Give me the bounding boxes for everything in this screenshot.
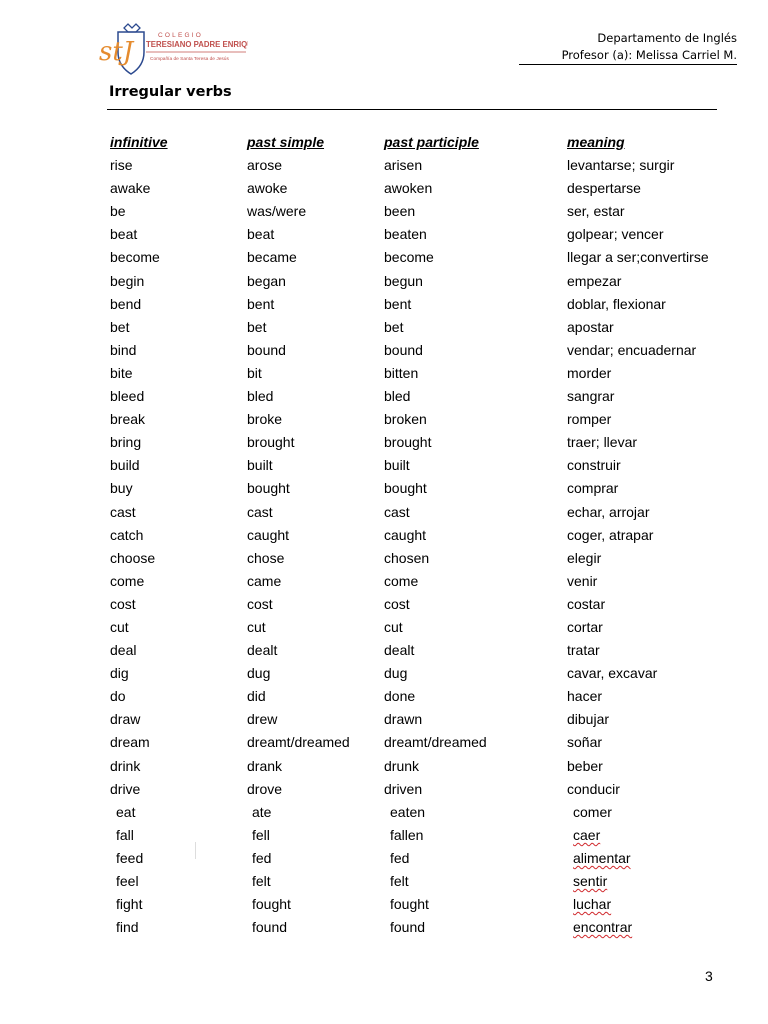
infinitive-cell: draw xyxy=(110,711,141,728)
table-row xyxy=(0,155,768,178)
table-row xyxy=(0,432,768,455)
past-participle-cell: come xyxy=(384,572,419,589)
table-row xyxy=(0,409,768,432)
infinitive-cell: dream xyxy=(110,734,150,751)
meaning-cell: dibujar xyxy=(567,711,610,728)
infinitive-cell: rise xyxy=(110,157,133,174)
past-participle-cell: dreamt/dreamed xyxy=(384,734,487,751)
table-row xyxy=(0,317,768,340)
infinitive-cell: feed xyxy=(116,849,144,866)
department-label: Departamento de Inglés xyxy=(597,31,737,45)
past-simple-cell: built xyxy=(247,457,273,474)
past-participle-cell: been xyxy=(384,203,416,220)
past-simple-cell: bought xyxy=(247,480,290,497)
past-participle-cell: bet xyxy=(384,318,404,335)
past-simple-cell: bound xyxy=(247,341,286,358)
school-logo xyxy=(98,22,248,78)
meaning-cell: sentir xyxy=(573,873,608,889)
infinitive-cell: choose xyxy=(110,549,156,566)
meaning-cell: empezar xyxy=(567,272,622,289)
infinitive-cell: do xyxy=(110,688,126,705)
past-participle-cell: fed xyxy=(390,849,410,866)
past-participle-cell: fallen xyxy=(390,826,424,843)
page-title: Irregular verbs xyxy=(109,84,232,100)
infinitive-cell: come xyxy=(110,572,145,589)
infinitive-cell: feel xyxy=(116,873,139,889)
table-row xyxy=(0,640,768,663)
table-row xyxy=(0,686,768,709)
meaning-cell: soñar xyxy=(567,734,603,751)
meaning-cell: costar xyxy=(567,595,606,612)
meaning-cell: coger, atrapar xyxy=(567,526,654,543)
past-participle-cell: dealt xyxy=(384,642,415,659)
meaning-cell: cavar, excavar xyxy=(567,665,658,682)
logo-school-line1: COLEGIO xyxy=(158,32,204,39)
meaning-cell: sangrar xyxy=(567,388,615,405)
past-simple-cell: fell xyxy=(252,826,270,843)
infinitive-cell: cast xyxy=(110,503,136,520)
past-participle-cell: dug xyxy=(384,665,408,682)
past-participle-cell: eaten xyxy=(390,803,426,820)
past-participle-cell: bought xyxy=(384,480,427,497)
infinitive-cell: become xyxy=(110,249,160,266)
infinitive-cell: bet xyxy=(110,318,130,335)
meaning-cell: encontrar xyxy=(573,919,633,936)
past-participle-cell: caught xyxy=(384,526,427,543)
table-row xyxy=(0,663,768,686)
past-simple-cell: began xyxy=(247,272,286,289)
teacher-label: Profesor (a): Melissa Carriel M. xyxy=(561,48,737,62)
title-divider xyxy=(107,109,717,110)
infinitive-cell: be xyxy=(110,203,126,220)
infinitive-cell: cost xyxy=(110,595,136,612)
meaning-cell: elegir xyxy=(567,549,602,566)
past-participle-cell: built xyxy=(384,457,410,474)
meaning-cell: conducir xyxy=(567,780,620,797)
past-participle-cell: felt xyxy=(390,873,409,889)
past-participle-cell: drunk xyxy=(384,757,420,774)
header-info xyxy=(562,30,737,64)
past-participle-cell: driven xyxy=(384,780,423,797)
meaning-cell: venir xyxy=(567,572,598,589)
past-simple-cell: bit xyxy=(247,364,262,381)
past-simple-cell: brought xyxy=(247,434,295,451)
past-simple-cell: dealt xyxy=(247,642,278,659)
verb-table xyxy=(0,132,768,940)
past-simple-cell: drove xyxy=(247,780,283,797)
page-number: 3 xyxy=(705,968,713,984)
past-simple-cell: fed xyxy=(252,849,272,866)
column-header-past-simple: past simple xyxy=(247,134,325,150)
past-simple-cell: cost xyxy=(247,595,273,612)
past-simple-cell: caught xyxy=(247,526,290,543)
past-participle-cell: beaten xyxy=(384,226,427,243)
infinitive-cell: bind xyxy=(110,341,137,358)
past-simple-cell: cast xyxy=(247,503,273,520)
past-simple-cell: cut xyxy=(247,618,266,635)
table-row xyxy=(0,617,768,640)
past-participle-cell: fought xyxy=(390,896,429,913)
meaning-cell: golpear; vencer xyxy=(567,226,664,243)
meaning-cell: llegar a ser;convertirse xyxy=(567,249,709,266)
table-row xyxy=(0,756,768,779)
infinitive-cell: awake xyxy=(110,180,151,197)
table-row xyxy=(0,825,768,848)
past-simple-cell: broke xyxy=(247,411,283,428)
past-simple-cell: dreamt/dreamed xyxy=(247,734,350,751)
past-simple-cell: was/were xyxy=(247,203,307,220)
meaning-cell: beber xyxy=(567,757,603,774)
past-simple-cell: bent xyxy=(247,295,275,312)
meaning-cell: vendar; encuadernar xyxy=(567,341,697,358)
table-row xyxy=(0,478,768,501)
infinitive-cell: bend xyxy=(110,295,142,312)
meaning-cell: construir xyxy=(567,457,621,474)
past-simple-cell: beat xyxy=(247,226,275,243)
past-participle-cell: found xyxy=(390,919,426,936)
past-simple-cell: ate xyxy=(252,803,272,820)
infinitive-cell: deal xyxy=(110,642,137,659)
past-simple-cell: felt xyxy=(252,873,271,889)
logo-monogram: stJ xyxy=(99,37,134,67)
past-participle-cell: begun xyxy=(384,272,423,289)
past-simple-cell: drank xyxy=(247,757,283,774)
infinitive-cell: cut xyxy=(110,618,129,635)
past-simple-cell: arose xyxy=(247,157,283,174)
table-row xyxy=(0,848,768,871)
past-simple-cell: came xyxy=(247,572,282,589)
school-crest-icon xyxy=(98,22,248,78)
table-header-row xyxy=(0,132,768,155)
meaning-cell: romper xyxy=(567,411,612,428)
past-simple-cell: bled xyxy=(247,388,274,405)
table-row xyxy=(0,224,768,247)
table-row xyxy=(0,386,768,409)
infinitive-cell: dig xyxy=(110,665,129,682)
past-participle-cell: arisen xyxy=(384,157,423,174)
past-simple-cell: awoke xyxy=(247,180,288,197)
past-simple-cell: bet xyxy=(247,318,267,335)
meaning-cell: traer; llevar xyxy=(567,434,638,451)
table-row xyxy=(0,802,768,825)
meaning-cell: morder xyxy=(567,364,612,381)
past-participle-cell: cut xyxy=(384,618,403,635)
meaning-cell: hacer xyxy=(567,688,603,705)
meaning-cell: comprar xyxy=(567,480,619,497)
infinitive-cell: bring xyxy=(110,434,142,451)
infinitive-cell: bite xyxy=(110,364,133,381)
meaning-cell: cortar xyxy=(567,618,603,635)
past-participle-cell: bitten xyxy=(384,364,419,381)
past-participle-cell: cast xyxy=(384,503,410,520)
meaning-cell: alimentar xyxy=(573,849,631,866)
table-row xyxy=(0,294,768,317)
meaning-cell: caer xyxy=(573,826,601,843)
infinitive-cell: drive xyxy=(110,780,141,797)
infinitive-cell: bleed xyxy=(110,388,145,405)
logo-tagline: Compañía de Santa Teresa de Jesús xyxy=(150,57,229,62)
table-row xyxy=(0,917,768,940)
meaning-cell: despertarse xyxy=(567,180,641,197)
infinitive-cell: begin xyxy=(110,272,145,289)
column-header-past-participle: past participle xyxy=(384,134,479,150)
infinitive-cell: fight xyxy=(116,896,143,913)
infinitive-cell: catch xyxy=(110,526,144,543)
table-row xyxy=(0,709,768,732)
verb-rows xyxy=(0,155,768,940)
table-row xyxy=(0,363,768,386)
table-row xyxy=(0,502,768,525)
infinitive-cell: build xyxy=(110,457,140,474)
meaning-cell: tratar xyxy=(567,642,600,659)
meaning-cell: ser, estar xyxy=(567,203,625,220)
table-row xyxy=(0,779,768,802)
past-simple-cell: chose xyxy=(247,549,285,566)
past-simple-cell: became xyxy=(247,249,297,266)
table-row xyxy=(0,271,768,294)
table-row xyxy=(0,732,768,755)
infinitive-cell: eat xyxy=(116,803,136,820)
table-row xyxy=(0,247,768,270)
table-row xyxy=(0,340,768,363)
meaning-cell: comer xyxy=(573,803,612,820)
text-cursor-guide xyxy=(195,842,196,859)
logo-school-line2: TERESIANO PADRE ENRIQUE xyxy=(146,40,248,49)
column-header-meaning: meaning xyxy=(567,134,625,150)
past-participle-cell: become xyxy=(384,249,434,266)
past-participle-cell: bound xyxy=(384,341,423,358)
past-participle-cell: awoken xyxy=(384,180,433,197)
past-participle-cell: brought xyxy=(384,434,432,451)
table-row xyxy=(0,525,768,548)
past-participle-cell: bled xyxy=(384,388,411,405)
past-participle-cell: chosen xyxy=(384,549,430,566)
column-header-infinitive: infinitive xyxy=(110,134,168,150)
past-participle-cell: done xyxy=(384,688,416,705)
meaning-cell: doblar, flexionar xyxy=(567,295,666,312)
past-participle-cell: broken xyxy=(384,411,427,428)
table-row xyxy=(0,894,768,917)
table-row xyxy=(0,871,768,894)
meaning-cell: echar, arrojar xyxy=(567,503,650,520)
past-simple-cell: drew xyxy=(247,711,278,728)
past-simple-cell: dug xyxy=(247,665,271,682)
table-row xyxy=(0,548,768,571)
infinitive-cell: beat xyxy=(110,226,138,243)
header-divider xyxy=(519,64,737,65)
table-row xyxy=(0,178,768,201)
infinitive-cell: buy xyxy=(110,480,133,497)
past-participle-cell: drawn xyxy=(384,711,423,728)
infinitive-cell: fall xyxy=(116,826,134,843)
past-simple-cell: did xyxy=(247,688,266,705)
infinitive-cell: break xyxy=(110,411,146,428)
past-participle-cell: bent xyxy=(384,295,412,312)
table-row xyxy=(0,594,768,617)
meaning-cell: luchar xyxy=(573,896,612,913)
meaning-cell: levantarse; surgir xyxy=(567,157,675,174)
infinitive-cell: find xyxy=(116,919,139,936)
past-simple-cell: found xyxy=(252,919,288,936)
table-row xyxy=(0,455,768,478)
table-row xyxy=(0,571,768,594)
table-row xyxy=(0,201,768,224)
past-simple-cell: fought xyxy=(252,896,291,913)
past-participle-cell: cost xyxy=(384,595,410,612)
meaning-cell: apostar xyxy=(567,318,614,335)
infinitive-cell: drink xyxy=(110,757,141,774)
